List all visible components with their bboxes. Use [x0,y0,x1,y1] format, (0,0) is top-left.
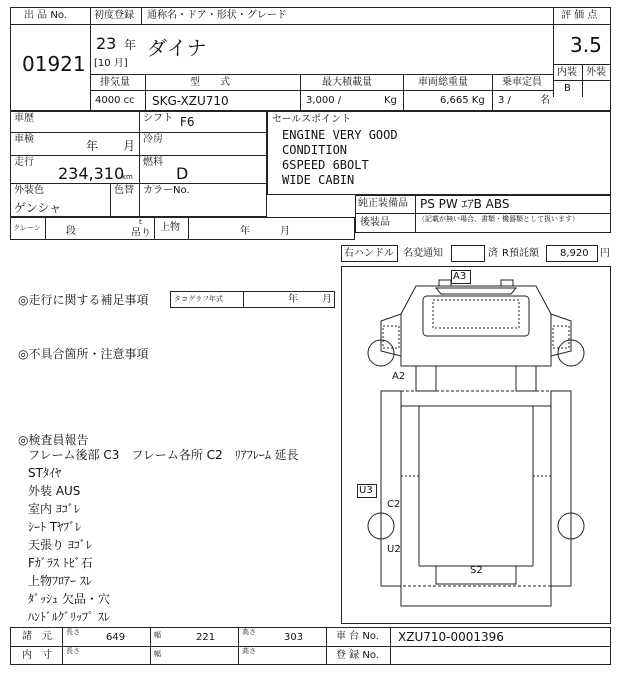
dims-label: 諸 元 [22,631,52,642]
max-load-unit: Kg [384,95,397,106]
mileage-unit: km [122,173,133,181]
upper-label: 上物 [160,222,180,233]
crane-label: クレーン [13,224,41,232]
fuel-value: D [176,164,189,183]
chassis-label: 車 台 No. [336,631,379,642]
registration-label: 登 録 No. [336,650,379,661]
defect-notes-label: ◎不具合箇所・注意事項 [18,347,149,361]
inspection-label: 車検 [14,134,34,145]
interior-label: 内装 [557,67,577,78]
aftermarket-label: 後装品 [360,217,390,228]
chassis-no: XZU710-0001396 [398,630,504,644]
model: SKG-XZU710 [152,94,229,108]
mileage-label: 走行 [14,157,34,168]
ac-label: 冷房 [143,134,163,145]
damage-mark-u2: U2 [387,544,401,555]
yen-label: 円 [600,248,610,259]
upper-year: 年 [240,226,250,237]
inspector-line: 上物ﾌﾛｱｰ ｽﾚ [28,574,92,588]
displacement: 4000 cc [95,95,135,106]
year-unit: 年 [124,38,137,52]
lot-no-label: 出 品 No. [24,10,67,21]
inspector-line: ﾊﾝﾄﾞﾙｸﾞﾘｯﾌﾟ ｽﾚ [28,610,110,624]
max-load: 3,000 / [306,95,342,106]
tacho-month: 月 [322,294,332,305]
first-reg-month: [10 月] [94,58,128,69]
capacity: 3 / [498,95,511,106]
first-reg-year: 23 [96,34,117,53]
length-label: 長さ [66,628,80,636]
inspector-line: 室内 ﾖｺﾞﾚ [28,502,80,516]
exterior-label: 外装 [586,67,606,78]
gross-weight-label: 車両総重量 [418,77,468,88]
recycle-amount: 8,920 [560,248,589,259]
damage-mark-u3: U3 [359,485,373,496]
width-label: 幅 [154,631,161,639]
sales-point-line: ENGINE VERY GOOD [282,128,398,142]
gross-weight: 6,665 Kg [440,95,485,106]
sales-point-line: 6SPEED 6BOLT [282,158,369,172]
inspector-line: Fｶﾞﾗｽ ﾄﾋﾞ石 [28,556,93,570]
damage-mark-a2: A2 [392,371,406,382]
capacity-label: 乗車定員 [502,77,542,88]
genuine-equipment-label: 純正装備品 [358,198,408,209]
grade-value: 3.5 [570,33,602,57]
color-no-label: カラーNo. [143,185,190,196]
height-value: 303 [284,632,304,643]
sales-points-label: セールスポイント [272,114,352,125]
inspection-year: 年 [86,139,99,153]
recycle-label: R預託額 [502,248,539,259]
upper-month: 月 [280,226,290,237]
sales-point-line: CONDITION [282,143,348,157]
damage-mark-a3: A3 [453,271,467,282]
ton-label: t [139,218,142,226]
sales-point-line: WIDE CABIN [282,173,355,187]
inspector-report-label: ◎検査員報告 [18,433,89,447]
grade-label: 評 価 点 [561,10,598,21]
capacity-unit: 名 [540,95,550,106]
inspector-line: フレーム後部 C3 フレーム各所 C2 ﾘｱﾌﾚｰﾑ 延長 [28,448,299,462]
inner-dims-label: 内 寸 [22,650,52,661]
damage-mark-s2: S2 [470,565,483,576]
model-label: 型 式 [190,77,230,88]
inspector-line: ﾀﾞｯｼｭ 欠品・穴 [28,592,110,606]
first-reg-label: 初度登録 [94,10,134,21]
tacho-label: タコグラフ年式 [174,295,223,303]
miles-label: 済 [488,248,498,259]
length-value: 649 [106,632,126,643]
inspector-line: STﾀｲﾔ [28,466,61,480]
displacement-label: 排気量 [100,77,130,88]
inspector-line: 天張り ﾖｺﾞﾚ [28,538,92,552]
fuel-label: 燃料 [143,157,163,168]
inspector-line: 外装 AUS [28,484,81,498]
mileage-value: 234,310 [58,164,125,183]
driving-notes-label: ◎走行に関する補足事項 [18,293,149,307]
width-value: 221 [196,632,216,643]
inner-width-label: 幅 [154,650,161,658]
color-change-label: 色替 [114,185,134,196]
inner-height-label: 高さ [242,647,256,655]
inspector-line: ｼｰﾄ Tﾔﾌﾞﾚ [28,520,82,534]
crane-frame [10,217,355,240]
tacho-year: 年 [288,294,298,305]
aftermarket-note: （記載が無い場合、書類・機器類として扱います） [418,215,579,223]
ext-color-label: 外装色 [14,185,44,196]
stage-label: 段 [66,226,76,237]
genuine-equipment: PS PW ｴｱB ABS [420,197,510,211]
inner-length-label: 長さ [66,647,80,655]
shift-label: シフト [143,113,173,124]
height-label: 高さ [242,628,256,636]
ext-color: ゲンシャ [14,201,62,215]
rhd-label: 右ハンドル [344,248,394,259]
car-name: ダイナ [147,36,207,60]
car-name-label: 通称名・ドア・形状・グレード [147,10,287,21]
history-label: 車歴 [14,113,34,124]
name-change-box [451,245,485,262]
name-change-label: 名変通知 [403,248,443,259]
interior-grade: B [564,83,571,94]
shift-value: F6 [180,115,195,129]
lot-no: 01921 [22,52,86,76]
max-load-label: 最大積載量 [322,77,372,88]
inspection-month: 月 [123,139,136,153]
hang-label: 吊り [131,228,151,239]
damage-mark-c2: C2 [387,499,401,510]
